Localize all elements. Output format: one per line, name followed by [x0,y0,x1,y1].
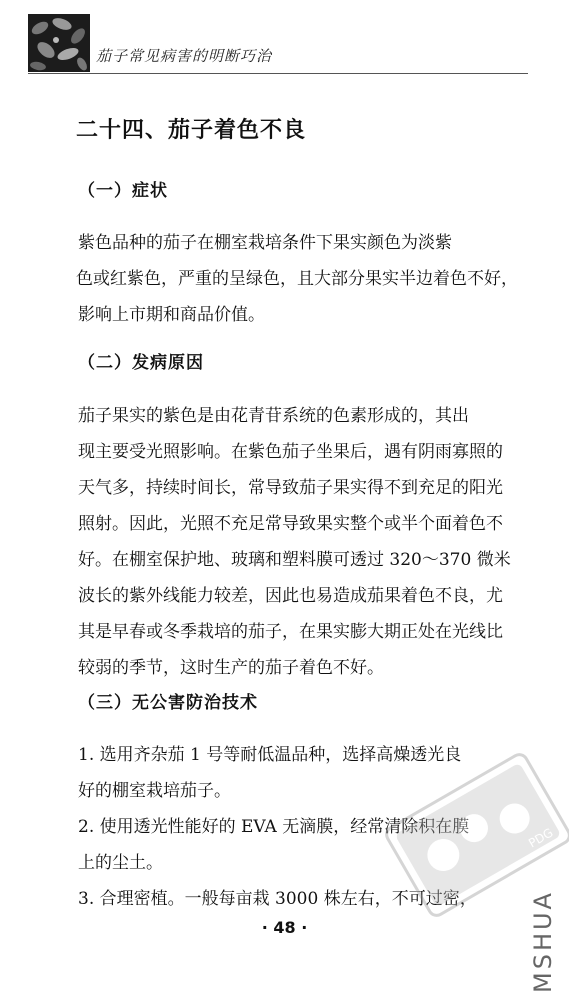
text-line: 色或红紫色，严重的呈绿色，且大部分果实半边着色不好， [76,269,518,289]
text-line: 好。在棚室保护地、玻璃和塑料膜可透过 320～370 微米 [78,550,511,570]
side-watermark [519,890,559,995]
text-line: 上的尘土。 [78,853,163,873]
text-line: 较弱的季节，这时生产的茄子着色不好。 [78,658,384,678]
text-line: 1. 选用齐杂茄 1 号等耐低温品种，选择高燥透光良 [78,745,462,765]
text-line: 2. 使用透光性能好的 EVA 无滴膜，经常清除积在膜 [78,817,470,837]
paragraph-symptoms [76,225,518,333]
text-line: 3. 合理密植。一般每亩栽 3000 株左右，不可过密， [78,889,477,909]
section-title-control: （三）无公害防治技术 [78,693,258,713]
page-number: · 48 · [261,918,308,937]
side-watermark-text: MSHUA [529,890,557,993]
text-line: 波长的紫外线能力较差，因此也易造成茄果着色不良，尤 [78,586,503,606]
section-title-causes: （二）发病原因 [78,353,204,373]
text-line: 天气多，持续时间长，常导致茄子果实得不到充足的阳光 [78,478,503,498]
text-line: 现主要受光照影响。在紫色茄子坐果后，遇有阴雨寡照的 [78,442,503,462]
text-line: 茄子果实的紫色是由花青苷系统的色素形成的，其出 [78,406,469,426]
header-decoration-image [28,14,90,72]
text-line: 紫色品种的茄子在棚室栽培条件下果实颜色为淡紫 [78,233,452,253]
stamp-text: PDG [526,825,556,851]
chapter-title: 二十四、茄子着色不良 [76,118,307,143]
text-line: 照射。因此，光照不充足常导致果实整个或半个面着色不 [78,514,503,534]
text-line: 影响上市期和商品价值。 [78,305,265,325]
paragraph-causes [78,398,510,686]
text-line: 好的棚室栽培茄子。 [78,781,231,801]
running-head: 茄子常见病害的明断巧治 [96,47,273,65]
header-divider [28,73,528,74]
text-line: 其是早春或冬季栽培的茄子，在果实膨大期正处在光线比 [78,622,503,642]
eggplant-pattern-icon [28,14,90,72]
section-title-symptoms: （一）症状 [78,181,168,201]
